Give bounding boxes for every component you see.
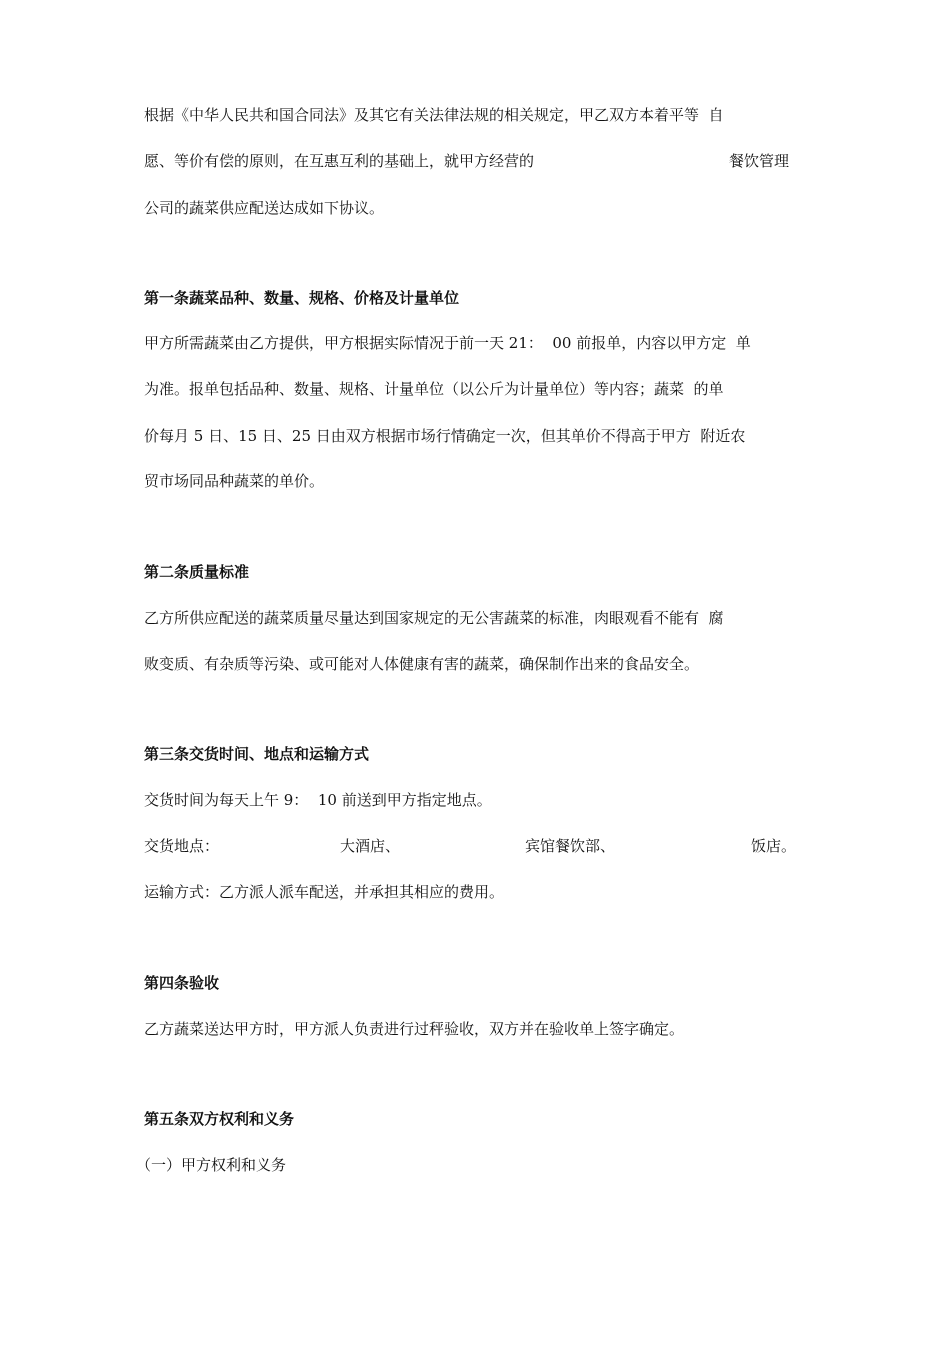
article-3-place-label: 交货地点： — [144, 837, 220, 855]
intro-line-2-end: 餐饮管理 — [729, 152, 790, 170]
article-3-place-1: 大酒店、 — [340, 837, 401, 855]
article-4-title: 第四条验收 — [144, 974, 220, 992]
article-3-place-3: 饭店。 — [751, 837, 797, 855]
article-2-title: 第二条质量标准 — [144, 563, 250, 581]
article-5-title: 第五条双方权利和义务 — [144, 1110, 295, 1128]
article-5-subsection-1: （一）甲方权利和义务 — [136, 1156, 287, 1174]
intro-line-1: 根据《中华人民共和国合同法》及其它有关法律法规的相关规定，甲乙双方本着平等 自 — [144, 106, 724, 124]
article-3-title: 第三条交货时间、地点和运输方式 — [144, 745, 370, 763]
intro-line-2-start: 愿、等价有偿的原则，在互惠互利的基础上，就甲方经营的 — [144, 152, 535, 170]
article-1-line-4: 贸市场同品种蔬菜的单价。 — [144, 472, 325, 490]
article-1-line-1: 甲方所需蔬菜由乙方提供，甲方根据实际情况于前一天 21： 00 前报单，内容以甲方定 单 — [144, 334, 751, 352]
intro-line-3: 公司的蔬菜供应配送达成如下协议。 — [144, 199, 385, 217]
article-3-place-2: 宾馆餐饮部、 — [525, 837, 616, 855]
article-1-title: 第一条蔬菜品种、数量、规格、价格及计量单位 — [144, 289, 460, 307]
article-1-line-3: 价每月 5 日、15 日、25 日由双方根据市场行情确定一次，但其单价不得高于甲方 附近农 — [144, 427, 746, 445]
article-1-line-2: 为准。报单包括品种、数量、规格、计量单位（以公斤为计量单位）等内容；蔬菜 的单 — [144, 380, 724, 398]
article-2-line-2: 败变质、有杂质等污染、或可能对人体健康有害的蔬菜，确保制作出来的食品安全。 — [144, 655, 700, 673]
article-2-line-1: 乙方所供应配送的蔬菜质量尽量达到国家规定的无公害蔬菜的标准，肉眼观看不能有 腐 — [144, 609, 724, 627]
article-3-time-line: 交货时间为每天上午 9： 10 前送到甲方指定地点。 — [144, 791, 492, 809]
article-3-transport-line: 运输方式：乙方派人派车配送，并承担其相应的费用。 — [144, 883, 505, 901]
article-4-line-1: 乙方蔬菜送达甲方时，甲方派人负责进行过秤验收，双方并在验收单上签字确定。 — [144, 1020, 685, 1038]
